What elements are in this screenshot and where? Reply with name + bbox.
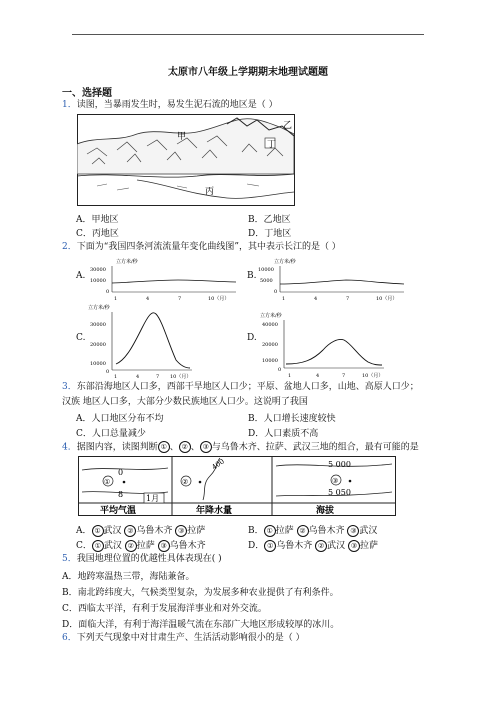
month-tick: 10（月） — [362, 373, 384, 379]
question-text: 与乌鲁木齐、拉萨、武汉三地的组合，最有可能的是 — [211, 442, 419, 453]
separator: 、 — [190, 442, 200, 453]
panel2-label: 年降水量 — [196, 506, 233, 516]
question-6 — [62, 632, 440, 644]
question-number: 2． — [62, 242, 77, 252]
flow-chart-d — [258, 310, 388, 380]
month-tick: 1 — [114, 374, 118, 380]
svg-text:0: 0 — [106, 369, 110, 375]
month-tick: 7 — [346, 296, 350, 302]
question-1 — [62, 99, 440, 111]
svg-text:0: 0 — [278, 367, 282, 373]
circle-2: ② — [179, 441, 191, 453]
city: 乌鲁木齐 — [169, 541, 206, 551]
svg-text:10000: 10000 — [90, 278, 106, 284]
terrain-sketch-map — [77, 114, 295, 206]
option-letter: C． — [76, 541, 92, 551]
city: 武汉 — [327, 541, 348, 551]
option-c[interactable]: C．西临太平洋，有利于发展海洋事业和对外交流。 — [62, 604, 267, 614]
question-number: 6． — [62, 633, 77, 643]
question-text: 我国地理位置的优越性具体表现在( ) — [76, 554, 222, 564]
chart-c-unit: 立方米/秒 — [88, 305, 110, 311]
svg-text:10000: 10000 — [258, 267, 274, 273]
chart-c-label[interactable]: C. — [76, 333, 86, 343]
contour-5000: 5 000 — [328, 460, 351, 469]
city: 武汉 — [103, 526, 125, 536]
map-label-ding: 丁 — [267, 140, 277, 150]
option-d[interactable]: D．丁地区 — [248, 229, 292, 239]
question-number: 3． — [62, 382, 77, 392]
isotherm-0: 0 — [118, 468, 124, 477]
panel2-circle: ② — [182, 478, 189, 486]
circle-2: ② — [315, 540, 327, 552]
month-tick: 7 — [342, 373, 346, 379]
city: 拉萨 — [136, 541, 158, 551]
circle-3: ③ — [200, 441, 212, 453]
circle-1: ① — [158, 441, 170, 453]
map-label-jia: 甲 — [177, 132, 187, 142]
option-d[interactable] — [248, 538, 378, 552]
question-text: 据图内容，读图判断 — [76, 442, 158, 453]
document-title: 太原市八年级上学期期末地理试题题 — [168, 67, 328, 78]
circle-2: ② — [297, 525, 309, 537]
option-d[interactable]: D．面临大洋，有利于海洋温暖气流在东部广大地区形成较厚的冰川。 — [62, 620, 340, 630]
svg-text:5000: 5000 — [260, 278, 273, 284]
city: 武汉 — [359, 526, 378, 536]
option-letter: D． — [248, 541, 265, 551]
option-d[interactable]: D．人口素质不高 — [248, 429, 319, 439]
city: 乌鲁木齐 — [276, 541, 316, 551]
month-tick: 10（月） — [208, 296, 230, 302]
contour-5050: 5 050 — [328, 488, 351, 497]
svg-text:10000: 10000 — [262, 358, 278, 364]
svg-text:0: 0 — [106, 289, 110, 295]
option-a[interactable] — [76, 523, 205, 537]
month-tick: 4 — [146, 296, 150, 302]
option-letter: B． — [248, 526, 264, 536]
separator: 、 — [169, 442, 179, 453]
month-label: 1月 — [146, 494, 160, 503]
circle-1: ① — [264, 525, 276, 537]
option-a[interactable]: A．甲地区 — [76, 215, 119, 225]
month-tick: 4 — [316, 373, 320, 379]
map-label-yi: 乙 — [283, 121, 293, 131]
svg-text:20000: 20000 — [262, 342, 278, 348]
isohyet-400: 400 — [210, 457, 226, 472]
month-tick: 7 — [156, 374, 160, 380]
option-a[interactable]: A．人口地区分布不均 — [76, 414, 164, 424]
panel1-circle: ① — [104, 478, 111, 486]
circle-2: ② — [125, 540, 137, 552]
question-text: 读图，当暴雨发生时，易发生泥石流的地区是（ ） — [76, 100, 278, 110]
question-number: 1． — [62, 100, 77, 110]
circle-3: ③ — [158, 540, 170, 552]
month-tick: 10（月） — [170, 374, 192, 380]
chart-d-label[interactable]: D. — [247, 333, 257, 343]
flow-chart-a — [88, 256, 238, 302]
city: 拉萨 — [275, 526, 297, 536]
option-c[interactable]: C．丙地区 — [76, 229, 119, 239]
city: 拉萨 — [359, 541, 378, 551]
option-b[interactable]: B．人口增长速度较快 — [248, 414, 336, 424]
isotherm-8: 8 — [118, 490, 124, 499]
month-tick: 10（月） — [376, 296, 398, 302]
svg-text:30000: 30000 — [90, 322, 106, 328]
option-b[interactable]: B．乙地区 — [248, 215, 291, 225]
circle-3: ③ — [348, 540, 360, 552]
city: 武汉 — [103, 541, 125, 551]
month-tick: 1 — [114, 296, 118, 302]
panel1-label: 平均气温 — [100, 506, 137, 516]
option-c[interactable] — [76, 538, 206, 552]
question-3 — [62, 381, 440, 393]
svg-text:30000: 30000 — [90, 267, 106, 273]
option-a[interactable]: A．地跨寒温热三带，海陆兼备。 — [62, 572, 195, 582]
question-4 — [62, 441, 440, 454]
city: 乌鲁木齐 — [136, 526, 176, 536]
month-tick: 4 — [314, 296, 318, 302]
flow-chart-b — [256, 256, 406, 302]
chart-a-label[interactable]: A. — [76, 271, 86, 281]
city: 拉萨 — [187, 526, 206, 536]
chart-a-unit: 立方米/秒 — [116, 259, 138, 265]
svg-text:10000: 10000 — [90, 361, 106, 367]
month-tick: 4 — [136, 374, 140, 380]
circle-3: ③ — [175, 525, 187, 537]
question-5 — [62, 553, 440, 565]
flow-chart-c — [86, 302, 196, 380]
month-tick: 1 — [282, 296, 286, 302]
panel3-label: 海拔 — [316, 506, 335, 516]
chart-b-unit: 立方米/秒 — [274, 259, 296, 265]
question-text: 下面为“我国四条河流流量年变化曲线图”，其中表示长江的是（ ） — [76, 242, 341, 252]
city: 乌鲁木齐 — [308, 526, 348, 536]
section-heading: 一、选择题 — [62, 88, 112, 99]
chart-b-label[interactable]: B. — [247, 271, 257, 281]
circle-3: ③ — [347, 525, 359, 537]
question-number: 5． — [62, 554, 77, 564]
option-b[interactable]: B．南北跨纬度大，气候类型复杂，为发展多种农业提供了有利条件。 — [62, 588, 339, 598]
question-3-line2: 汉族 地区人口多，大部分少数民族地区人口少。这说明了我国 — [62, 397, 308, 407]
chart-d-unit: 立方米/秒 — [260, 313, 282, 319]
circle-1: ① — [264, 540, 276, 552]
month-tick: 1 — [288, 373, 292, 379]
question-2 — [62, 241, 440, 253]
option-letter: A． — [76, 526, 92, 536]
question-number: 4． — [62, 442, 77, 453]
option-c[interactable]: C．人口总量减少 — [76, 429, 146, 439]
three-panel-figure — [78, 456, 396, 516]
option-b[interactable] — [248, 523, 377, 537]
panel3-circle: ③ — [332, 477, 339, 485]
circle-1: ① — [92, 525, 104, 537]
header-rule — [72, 34, 424, 35]
svg-text:40000: 40000 — [262, 322, 278, 328]
month-tick: 7 — [178, 296, 182, 302]
svg-text:0: 0 — [274, 289, 278, 295]
circle-1: ① — [92, 540, 104, 552]
map-label-bing: 丙 — [205, 187, 215, 197]
question-text: 下列天气现象中对甘肃生产、生活活动影响很小的是（ ） — [76, 633, 305, 643]
svg-text:20000: 20000 — [90, 342, 106, 348]
question-text-line1: 东部沿海地区人口多，西部干旱地区人口少；平原、盆地人口多，山地、高原人口少； — [76, 382, 419, 392]
circle-2: ② — [124, 525, 136, 537]
